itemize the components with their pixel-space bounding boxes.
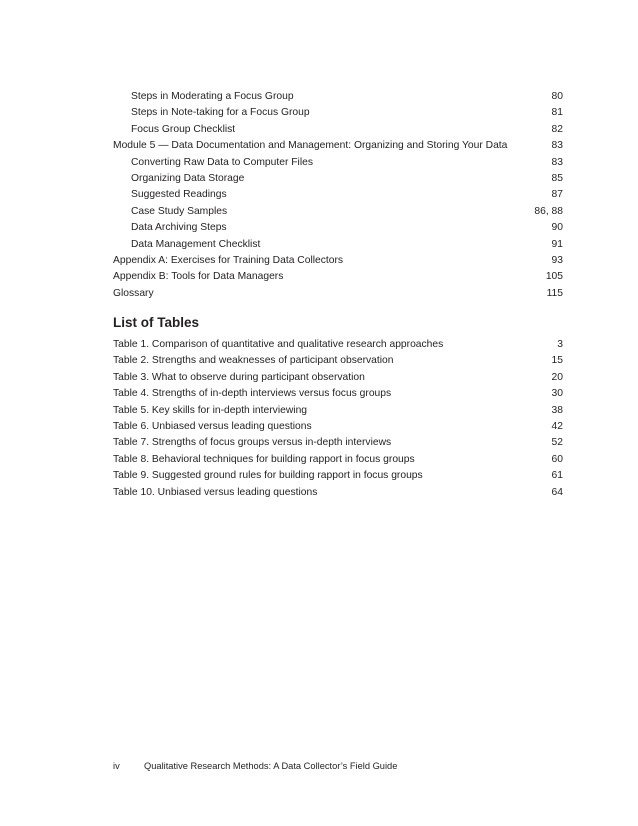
table-entry-page: 52 <box>551 437 563 449</box>
table-entry <box>113 337 563 353</box>
toc-entry-title: Appendix A: Exercises for Training Data Collectors <box>113 254 344 266</box>
toc-entry <box>113 122 563 138</box>
table-entry-page: 3 <box>557 339 563 350</box>
table-entry-title: Table 1. Comparison of quantitative and qualitative research approaches <box>113 339 444 350</box>
table-entry-title: Table 8. Behavioral techniques for building rapport in focus groups <box>113 453 415 465</box>
toc-entry-title: Appendix B: Tools for Data Managers <box>113 271 284 283</box>
toc-entry-title: Module 5 — Data Documentation and Management: Organizing and Storing Your Data <box>113 140 508 152</box>
list-of-tables <box>113 314 563 501</box>
toc-entry-title: Converting Raw Data to Computer Files <box>131 156 313 168</box>
footer-page-number: iv <box>113 761 120 771</box>
toc-entry <box>113 138 563 154</box>
toc-entry-page: 83 <box>551 140 563 152</box>
table-entry <box>113 485 563 501</box>
toc-entry <box>113 187 563 203</box>
table-entry <box>113 419 563 435</box>
toc-entry-page: 91 <box>551 238 563 250</box>
toc-entry-title: Organizing Data Storage <box>131 172 245 184</box>
table-entry-title: Table 6. Unbiased versus leading questions <box>113 420 312 432</box>
toc-entry-page: 105 <box>545 271 563 283</box>
table-entry <box>113 353 563 369</box>
table-entry-title: Table 7. Strengths of focus groups versus in-depth interviews <box>113 437 392 449</box>
toc-entry-page: 80 <box>551 91 563 102</box>
toc-entry <box>113 155 563 171</box>
toc-entry <box>113 220 563 236</box>
footer-book-title: Qualitative Research Methods: A Data Collector’s Field Guide <box>144 761 398 771</box>
table-entry-title: Table 10. Unbiased versus leading questions <box>113 486 318 498</box>
toc-entry-page: 81 <box>551 107 563 119</box>
toc-entry-title: Suggested Readings <box>131 189 227 201</box>
table-entry-title: Table 2. Strengths and weaknesses of participant observation <box>113 355 394 367</box>
table-entry-page: 42 <box>551 420 563 432</box>
toc-entry-title: Steps in Note-taking for a Focus Group <box>131 107 310 119</box>
toc-entry-title: Data Archiving Steps <box>131 222 227 234</box>
table-entry-page: 61 <box>551 470 563 482</box>
toc-entry-title: Glossary <box>113 287 154 299</box>
page-footer <box>113 760 397 772</box>
toc-entry-title: Focus Group Checklist <box>131 123 236 135</box>
table-entry-title: Table 3. What to observe during participant observation <box>113 371 365 383</box>
table-entry <box>113 386 563 402</box>
table-entry-title: Table 9. Suggested ground rules for building rapport in focus groups <box>113 470 423 482</box>
table-entry-page: 15 <box>551 355 563 367</box>
toc-entry-title: Steps in Moderating a Focus Group <box>131 91 294 102</box>
toc-entry <box>113 253 563 269</box>
table-entry-title: Table 4. Strengths of in-depth interviews versus focus groups <box>113 388 392 400</box>
table-entry-page: 20 <box>551 371 563 383</box>
table-entry-page: 38 <box>551 404 563 416</box>
toc-entry-title: Data Management Checklist <box>131 238 261 250</box>
toc-entry-page: 85 <box>551 172 563 184</box>
toc-entry-page: 87 <box>551 189 563 201</box>
toc-entry-title: Case Study Samples <box>131 205 228 217</box>
table-entry <box>113 435 563 451</box>
toc-entry <box>113 237 563 253</box>
toc-entry <box>113 89 563 105</box>
list-of-tables-heading: List of Tables <box>113 315 200 330</box>
toc-entry-page: 93 <box>551 254 563 266</box>
toc-entry <box>113 204 563 220</box>
table-entry <box>113 452 563 468</box>
table-entry-page: 30 <box>551 388 563 400</box>
table-of-contents <box>113 89 563 302</box>
toc-entry-page: 115 <box>546 287 563 299</box>
toc-entry <box>113 286 563 302</box>
toc-entry <box>113 171 563 187</box>
table-entry <box>113 370 563 386</box>
toc-entry-page: 90 <box>551 222 563 234</box>
toc-entry-page: 83 <box>551 156 563 168</box>
table-entry-page: 64 <box>551 486 563 498</box>
table-entry <box>113 468 563 484</box>
table-entry <box>113 403 563 419</box>
toc-entry-page: 82 <box>551 123 563 135</box>
table-entry-page: 60 <box>551 453 563 465</box>
toc-entry-page: 86, 88 <box>534 205 563 217</box>
toc-entry <box>113 105 563 121</box>
table-entry-title: Table 5. Key skills for in-depth interviewing <box>113 404 308 416</box>
toc-entry <box>113 269 563 285</box>
